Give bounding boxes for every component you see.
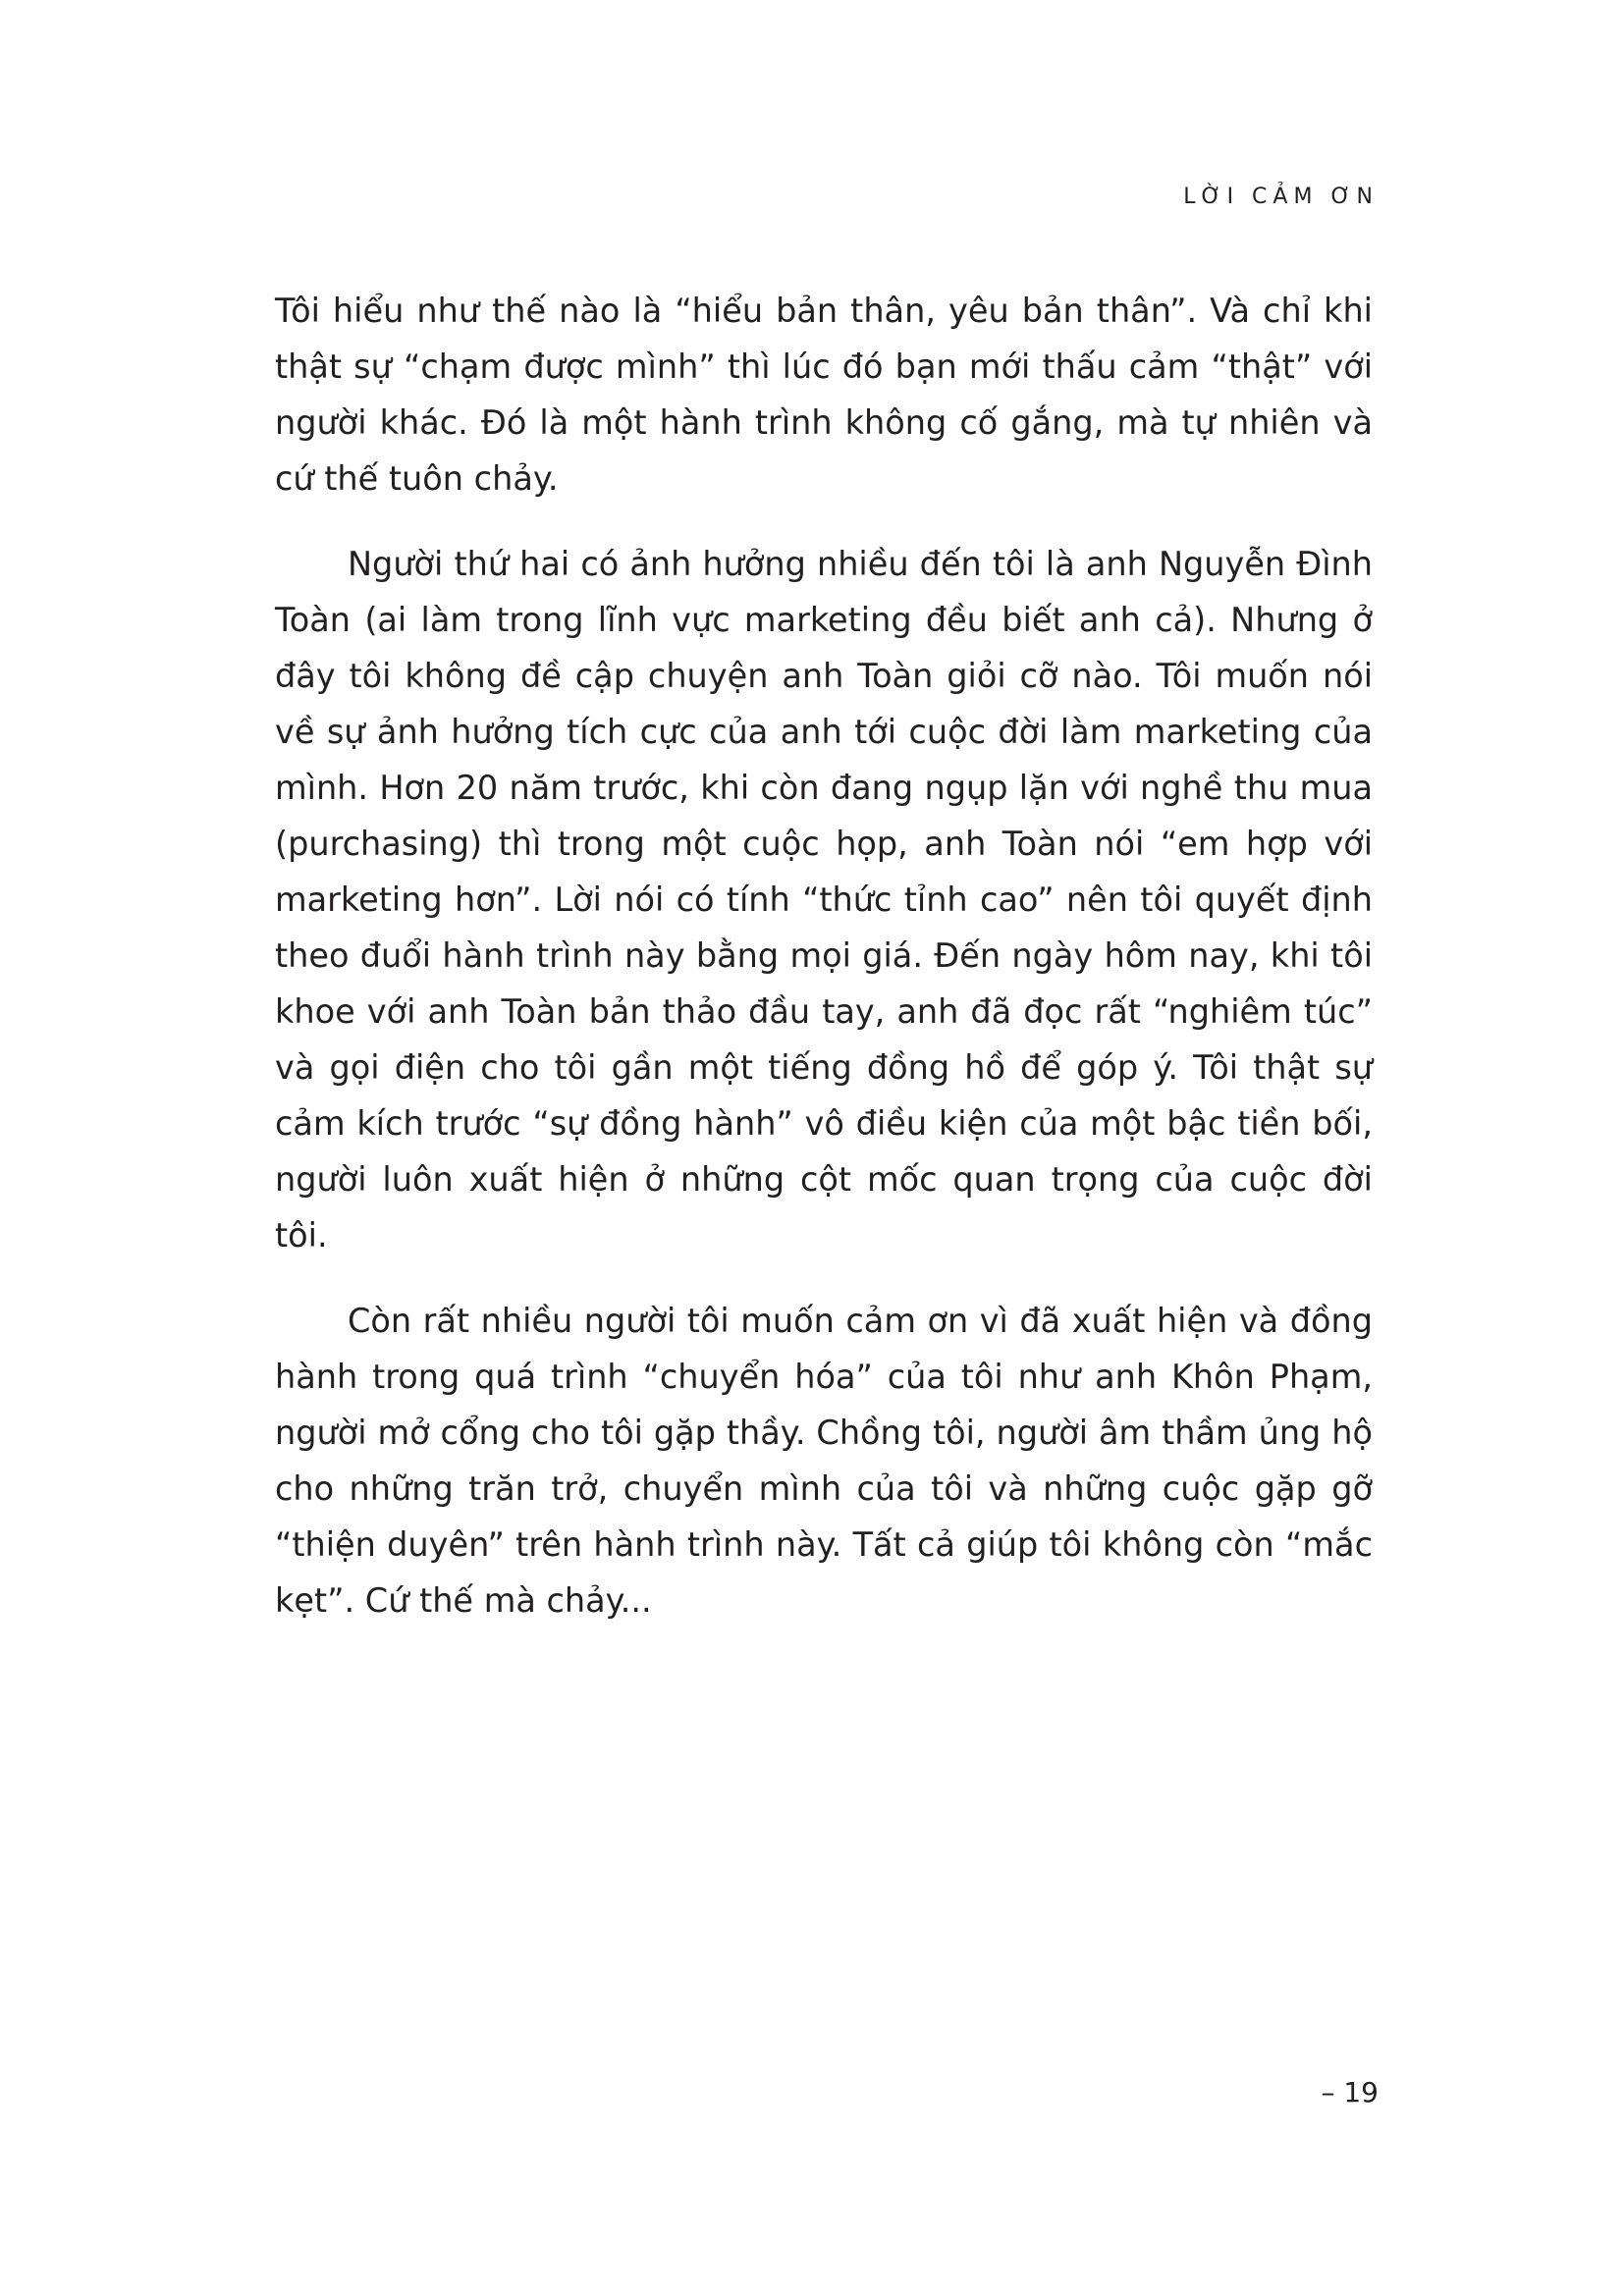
page-number: – 19 (1321, 2076, 1379, 2109)
paragraph-2: Người thứ hai có ảnh hưởng nhiều đến tôi là anh Nguyễn Đình Toàn (ai làm trong lĩnh vực marketing đều biết anh cả). Nhưng ở đây tôi không đề cập chuyện anh Toàn giỏi cỡ nào. Tôi muốn nói về sự ảnh hưởng tích cực của anh tới cuộc đời làm marketing của mình. Hơn 20 năm trước, khi còn đang ngụp lặn với nghề thu mua (purchasing) thì trong một cuộc họp, anh Toàn nói “em hợp với marketing hơn”. Lời nói có tính “thức tỉnh cao” nên tôi quyết định theo đuổi hành trình này bằng mọi giá. Đến ngày hôm nay, khi tôi khoe với anh Toàn bản thảo đầu tay, anh đã đọc rất “nghiêm túc” và gọi điện cho tôi gần một tiếng đồng hồ để góp ý. Tôi thật sự cảm kích trước “sự đồng hành” vô điều kiện của một bậc tiền bối, người luôn xuất hiện ở những cột mốc quan trọng của cuộc đời tôi. (275, 545, 1373, 1255)
paragraph-3: Còn rất nhiều người tôi muốn cảm ơn vì đã xuất hiện và đồng hành trong quá trình “chuyển hóa” của tôi như anh Khôn Phạm, người mở cổng cho tôi gặp thầy. Chồng tôi, người âm thầm ủng hộ cho những trăn trở, chuyển mình của tôi và những cuộc gặp gỡ “thiện duyên” trên hành trình này. Tất cả giúp tôi không còn “mắc kẹt”. Cứ thế mà chảy... (275, 1302, 1373, 1620)
running-head: LỜI CẢM ƠN (1183, 185, 1379, 209)
paragraph-1: Tôi hiểu như thế nào là “hiểu bản thân, yêu bản thân”. Và chỉ khi thật sự “chạm được mình” thì lúc đó bạn mới thấu cảm “thật” với người khác. Đó là một hành trình không cố gắng, mà tự nhiên và cứ thế tuôn chảy. (275, 292, 1373, 498)
body-text (275, 283, 1373, 1658)
